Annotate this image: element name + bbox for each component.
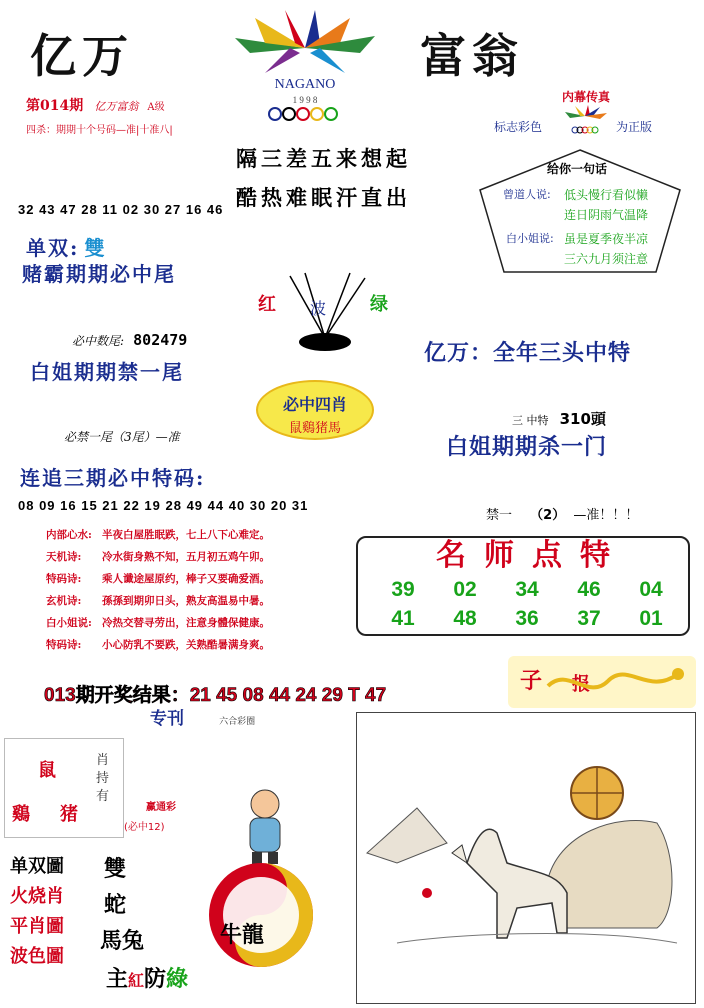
wave-red: 红 bbox=[258, 294, 276, 315]
boy-figure bbox=[230, 786, 300, 866]
dog-rock-icon bbox=[357, 713, 695, 1003]
nagano-label: NAGANO bbox=[274, 77, 336, 92]
poem-label: 特码诗: bbox=[46, 573, 82, 585]
speaker2-line2: 三六九月须注意 bbox=[564, 252, 649, 266]
magazine-label: 专刊 bbox=[150, 709, 184, 729]
yin-yang-circle bbox=[206, 860, 316, 970]
issue-grade: A级 bbox=[147, 102, 165, 113]
draw-result: 013期开奖结果：21 45 08 44 24 29 T 47 bbox=[44, 685, 387, 706]
tail-line: 赌霸期期必中尾 bbox=[22, 262, 176, 286]
chart-labels bbox=[10, 852, 64, 972]
master-number: 48 bbox=[453, 607, 477, 630]
yiwan-line: 亿万：全年三头中特 bbox=[424, 341, 632, 366]
poem-label: 玄机诗: bbox=[46, 595, 82, 607]
sentence-title: 给你一句话 bbox=[547, 162, 608, 176]
zodiac-news-char: 子 bbox=[520, 668, 543, 694]
poem-row bbox=[46, 634, 346, 656]
master-number: 46 bbox=[577, 578, 601, 601]
speaker1-label: 曾道人说: bbox=[503, 188, 551, 201]
flower-logo-icon bbox=[205, 8, 405, 128]
single-double-row bbox=[26, 232, 104, 261]
poem-text: 冷水街身熟不知，五月初五鸡午卯。 bbox=[102, 551, 270, 563]
lottery-label: 六合彩圈 bbox=[219, 717, 256, 727]
speaker1-line2: 连日阴雨气温降 bbox=[564, 208, 649, 222]
title-right: 富翁 bbox=[420, 29, 524, 83]
title-left: 亿万 bbox=[30, 29, 134, 83]
boy-icon bbox=[230, 786, 300, 866]
poem-text: 孫孫到期卯日头，熟友高温易中暑。 bbox=[102, 595, 270, 607]
poem-row bbox=[46, 568, 346, 590]
poem-text: 冷热交替寻劳出，注意身體保健康。 bbox=[102, 617, 270, 629]
zodiac-side-text: 肖持有 bbox=[96, 753, 110, 804]
hx-label: 火烧肖 bbox=[10, 886, 64, 907]
fax-left: 标志彩色 bbox=[494, 120, 543, 134]
issue-block bbox=[26, 95, 173, 136]
wave-green: 绿 bbox=[370, 294, 388, 315]
zodiac-red-2: 鷄 bbox=[12, 804, 30, 825]
zodiac-news-char2: 报 bbox=[572, 674, 590, 695]
master-number: 34 bbox=[515, 578, 539, 601]
sdt-label: 单双圖 bbox=[10, 856, 64, 877]
speaker2-label: 白小姐说: bbox=[506, 232, 554, 245]
poem-line-1: 隔三差五来想起 bbox=[236, 146, 411, 171]
zodiac-red-1: 鼠 bbox=[38, 760, 56, 781]
three-head-value: 310頭 bbox=[559, 410, 606, 428]
poem-label: 天机诗: bbox=[46, 551, 82, 563]
bs-label: 波色圖 bbox=[10, 946, 64, 967]
speaker1-line1: 低头慢行看似懒 bbox=[564, 188, 649, 202]
poem-text: 小心防乳不要跌，关熟酷暑满身爽。 bbox=[102, 639, 270, 651]
poem-row bbox=[46, 524, 346, 546]
wave-blue: 波 bbox=[310, 299, 327, 318]
fax-logo-icon bbox=[560, 104, 610, 136]
guard-char: 防 bbox=[144, 966, 167, 992]
four-zodiac-badge bbox=[256, 380, 374, 440]
zodiac-red-3: 猪 bbox=[60, 804, 78, 825]
forbid-one-label: 禁一 bbox=[486, 508, 513, 523]
tag-label: 赢通彩 bbox=[146, 802, 176, 813]
poem-label: 内部心水: bbox=[46, 529, 92, 541]
master-number: 02 bbox=[453, 578, 477, 601]
four-zodiac-title: 必中四肖 bbox=[282, 395, 347, 414]
must-tail-line: 白姐期期禁一尾 bbox=[30, 360, 184, 384]
master-title: 名师点特 bbox=[436, 538, 628, 573]
poems-list bbox=[46, 524, 346, 656]
bottom-line bbox=[106, 962, 188, 993]
px-label: 平肖圖 bbox=[10, 916, 64, 937]
master-number: 41 bbox=[391, 607, 415, 630]
big-char-4: 牛龍 bbox=[220, 922, 265, 948]
fax-right: 为正版 bbox=[616, 120, 653, 134]
poem-text: 乘人谶途屋原约，棒子又要确爱酒。 bbox=[102, 573, 270, 585]
poem-text: 半夜白屋胜眠跌，七上八下心难定。 bbox=[102, 529, 270, 541]
single-double-label: 单双: bbox=[26, 236, 80, 260]
green-char: 綠 bbox=[166, 966, 189, 992]
issue-brand: 亿万富翁 bbox=[94, 100, 139, 113]
poem-row bbox=[46, 590, 346, 612]
master-number: 01 bbox=[639, 607, 663, 630]
magazine-strip bbox=[150, 704, 330, 729]
issue-subtitle: 四杀：期期十个号码—准|十准八| bbox=[26, 125, 173, 136]
master-row-2 bbox=[372, 607, 692, 631]
nagano-logo bbox=[205, 8, 405, 128]
master-number: 39 bbox=[391, 578, 415, 601]
chain-numbers: 08 09 16 15 21 22 19 28 49 44 40 30 20 31 bbox=[18, 498, 309, 513]
forbid-one-row bbox=[486, 504, 638, 523]
must-tail-row bbox=[72, 330, 187, 349]
nagano-year: 1 9 9 8 bbox=[292, 95, 318, 105]
main-char: 主 bbox=[106, 966, 129, 992]
must-tail-value: 802479 bbox=[133, 331, 188, 349]
yin-yang-icon bbox=[206, 860, 316, 970]
poem-row bbox=[46, 612, 346, 634]
master-number: 04 bbox=[639, 578, 663, 601]
forbid-tail: 必禁一尾（3尾）—准 bbox=[64, 430, 180, 444]
zodiac-news-banner bbox=[508, 656, 696, 708]
speaker2-line1: 虽是夏季夜半凉 bbox=[564, 232, 649, 246]
red-char: 紅 bbox=[128, 971, 145, 990]
poem-label: 白小姐说: bbox=[46, 617, 92, 629]
poem-row bbox=[46, 546, 346, 568]
poem-line-2: 酷热难眠汗直出 bbox=[236, 185, 411, 210]
three-head-row bbox=[512, 408, 606, 429]
dog-illustration bbox=[356, 712, 696, 1004]
master-number: 36 bbox=[515, 607, 539, 630]
fax-title: 内幕传真 bbox=[562, 90, 611, 104]
master-row-1 bbox=[372, 578, 692, 602]
forbid-one-value: （2） bbox=[530, 508, 566, 523]
single-double-value: 雙 bbox=[84, 236, 105, 260]
chain-title: 连追三期必中特码: bbox=[20, 466, 206, 490]
big-char-3: 馬兔 bbox=[100, 928, 145, 954]
kill-gate: 白姐期期杀一门 bbox=[446, 435, 608, 460]
three-head-label: 三 中特 bbox=[512, 414, 549, 427]
big-char-2: 蛇 bbox=[104, 892, 127, 918]
forbid-one-suffix: —准！！！ bbox=[573, 508, 639, 523]
issue-number: 第014期 bbox=[26, 98, 84, 114]
four-zodiac-value: 鼠鷄猪馬 bbox=[288, 421, 341, 436]
numbers-top: 32 43 47 28 11 02 30 27 16 46 bbox=[18, 202, 224, 217]
big-char-1: 雙 bbox=[104, 856, 127, 882]
must-tail-label: 必中数尾: bbox=[72, 334, 125, 348]
poem-label: 特码诗: bbox=[46, 639, 82, 651]
tag-sub: (必中12) bbox=[124, 822, 165, 833]
master-number: 37 bbox=[577, 607, 601, 630]
dragon-icon bbox=[508, 656, 696, 708]
